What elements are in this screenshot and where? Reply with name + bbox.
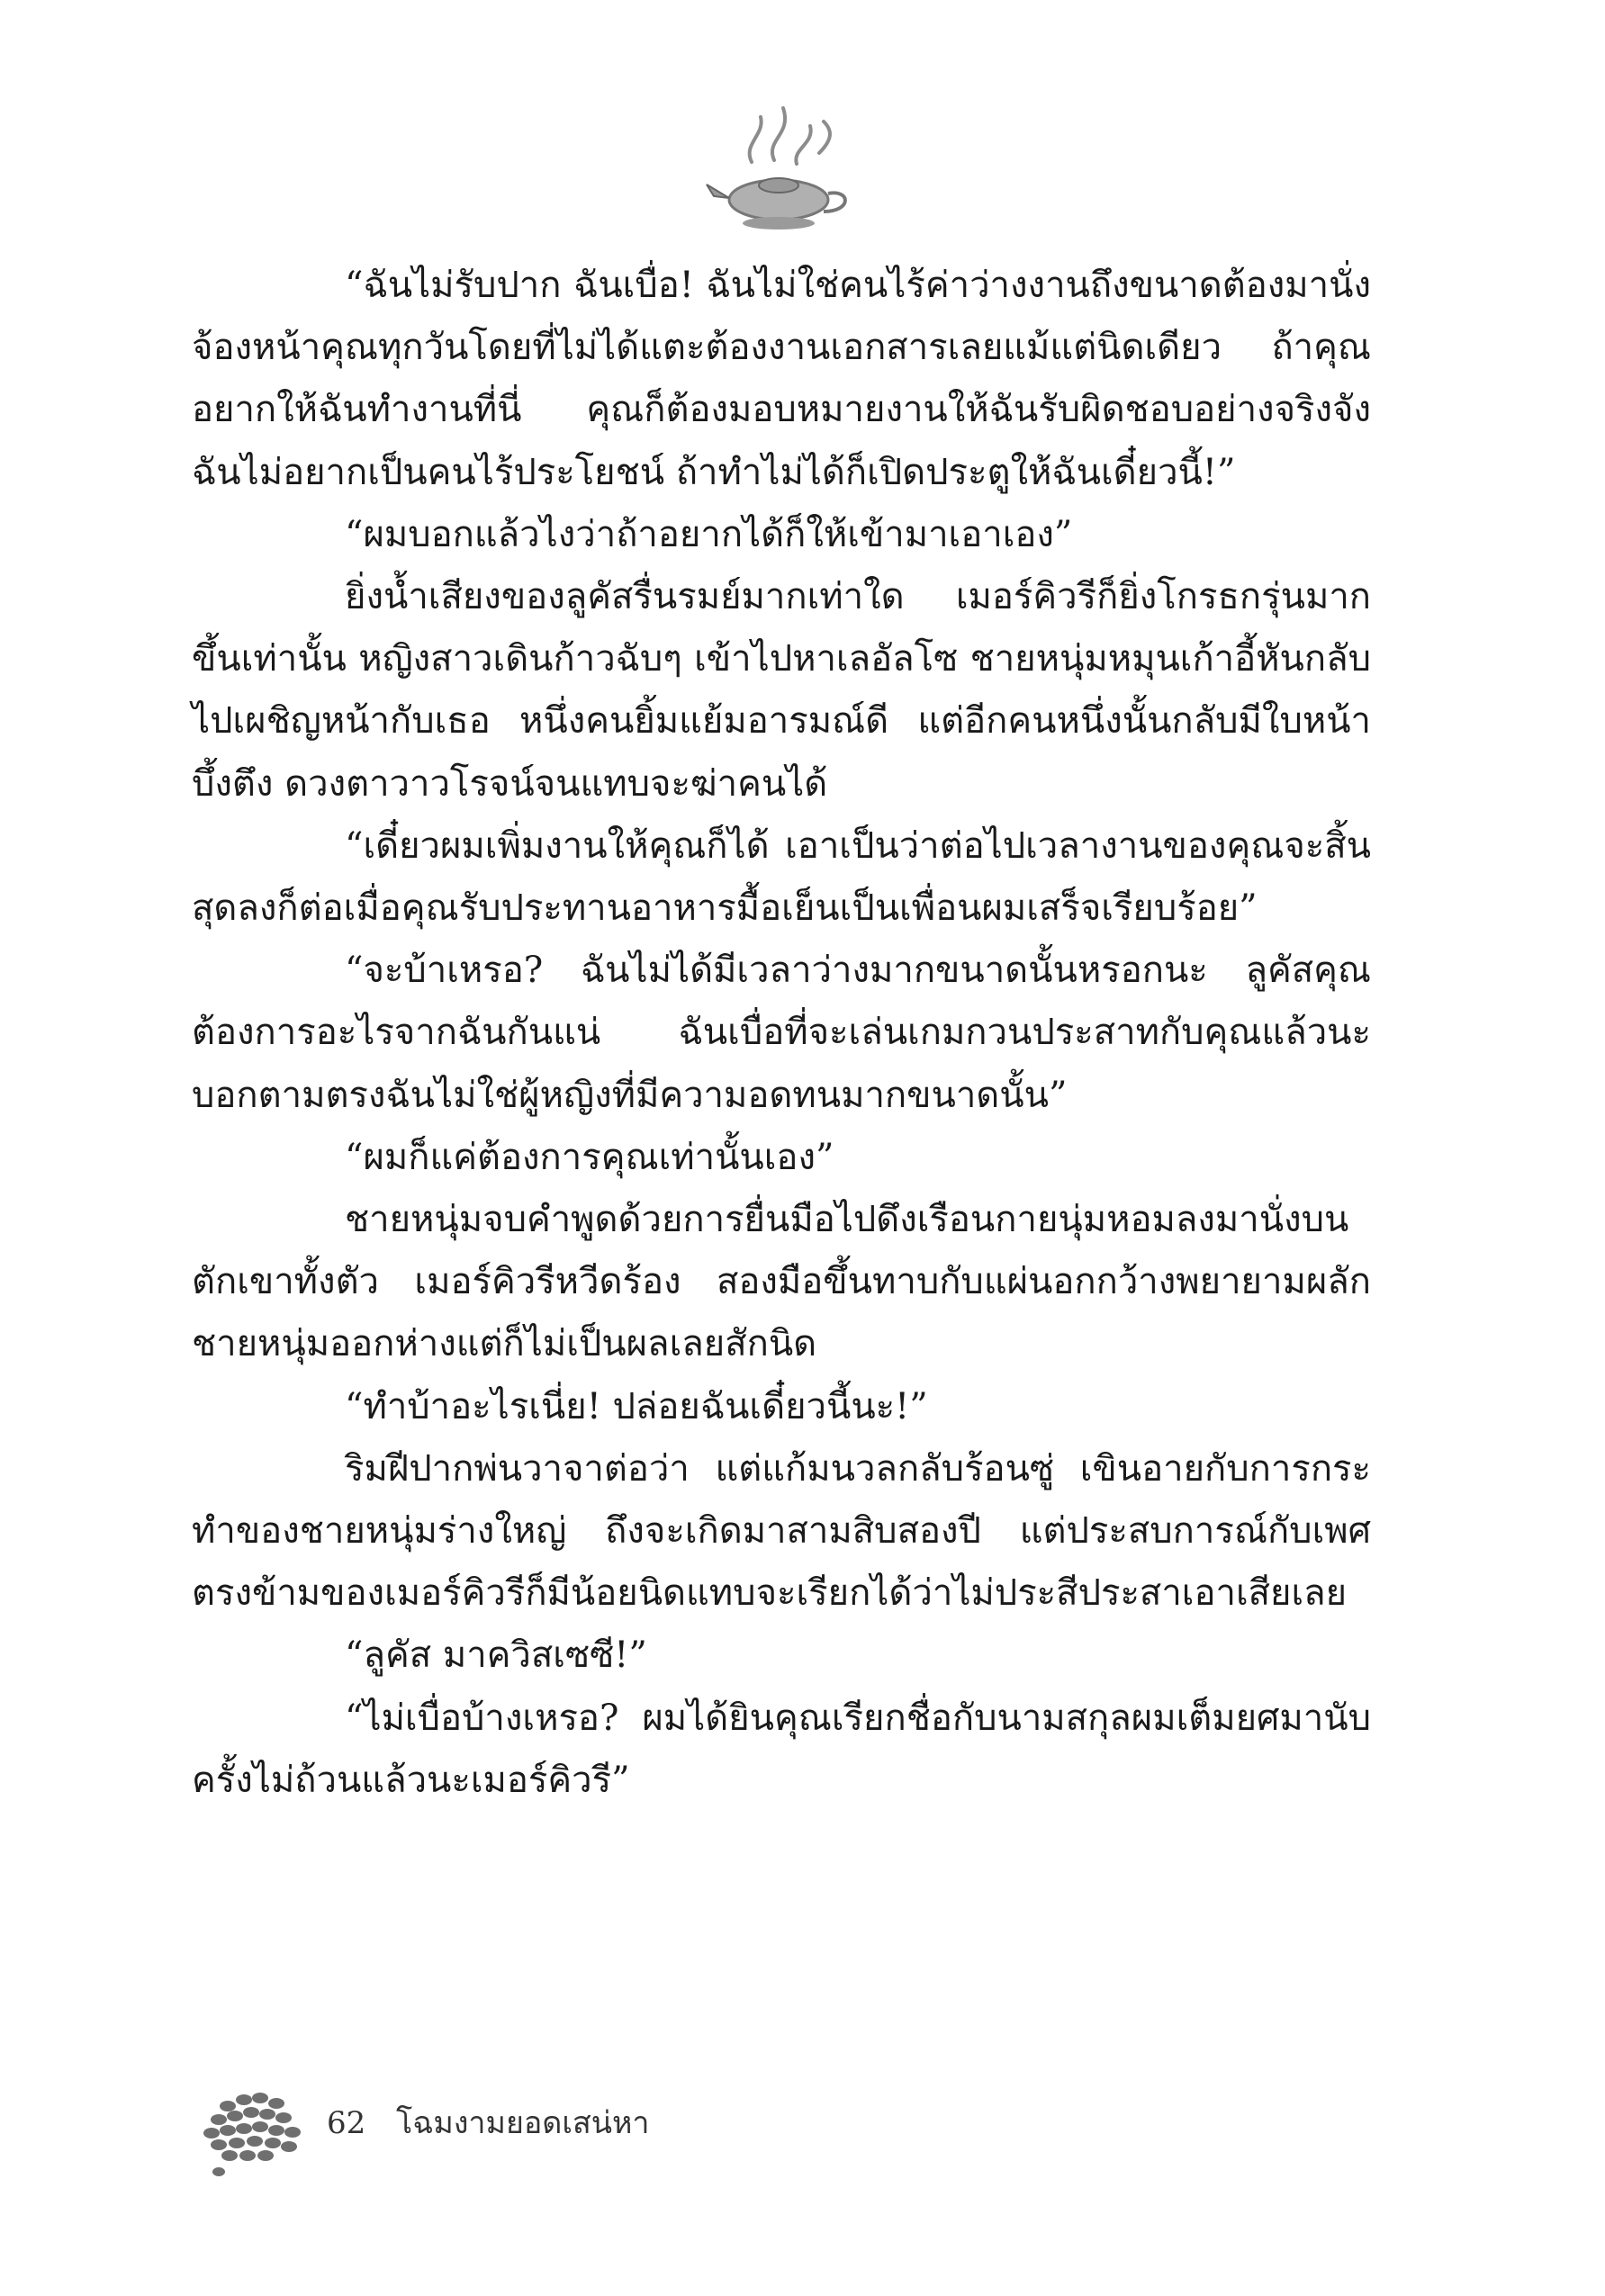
paragraph: “ผมก็แค่ต้องการคุณเท่านั้นเอง”: [345, 1136, 834, 1178]
paragraph: “ฉันไม่รับปาก ฉันเบื่อ! ฉันไม่ใช่คนไร้ค่าว่างงานถึงขนาดต้องมานั่งจ้องหน้าคุณทุกวันโดยที่ไม่ได้แตะต้องงานเอกสารเลยแม้แต่นิดเดียว ถ้าคุณอยากให้ฉันทำงานที่นี่ คุณก็ต้องมอบหมายงานให้ฉันรับผิดชอบอย่างจริงจัง ฉันไม่อยากเป็นคนไร้ประโยชน์ ถ้าทำไม่ได้ก็เปิดประตูให้ฉันเดี๋ยวนี้!”: [192, 265, 1371, 493]
page-number: 62: [327, 2105, 366, 2141]
paragraph: “ผมบอกแล้วไงว่าถ้าอยากได้ก็ให้เข้ามาเอาเอง”: [345, 513, 1073, 555]
paragraph: ริมฝีปากพ่นวาจาต่อว่า แต่แก้มนวลกลับร้อนซู่ เขินอายกับการกระทำของชายหนุ่มร่างใหญ่ ถึงจะเกิดมาสามสิบสองปี แต่ประสบการณ์กับเพศตรงข้ามของเมอร์คิวรีก็มีน้อยนิดแทบจะเรียกได้ว่าไม่ประสีประสาเอาเสียเลย: [192, 1447, 1371, 1615]
paragraph: “ลูคัส มาควิสเซซี!”: [345, 1634, 647, 1677]
book-title: โฉมงามยอดเสน่หา: [396, 2105, 650, 2141]
coffee-beans-ornament-icon: [192, 2066, 318, 2183]
page-footer: [192, 2066, 912, 2174]
teapot-ornament-icon: [698, 99, 860, 243]
paragraph: ยิ่งน้ำเสียงของลูคัสรื่นรมย์มากเท่าใด เมอร์คิวรีก็ยิ่งโกรธกรุ่นมากขึ้นเท่านั้น หญิงสาวเดินก้าวฉับๆ เข้าไปหาเลอัลโซ ชายหนุ่มหมุนเก้าอี้หันกลับไปเผชิญหน้ากับเธอ หนึ่งคนยิ้มแย้มอารมณ์ดี แต่อีกคนหนึ่งนั้นกลับมีใบหน้าบึ้งตึง ดวงตาวาวโรจน์จนแทบจะฆ่าคนได้: [192, 576, 1371, 805]
paragraph: ชายหนุ่มจบคำพูดด้วยการยื่นมือไปดึงเรือนกายนุ่มหอมลงมานั่งบนตักเขาทั้งตัว เมอร์คิวรีหวีดร้อง สองมือขึ้นทาบกับแผ่นอกกว้างพยายามผลักชายหนุ่มออกห่างแต่ก็ไม่เป็นผลเลยสักนิด: [192, 1199, 1371, 1365]
paragraph: “จะบ้าเหรอ? ฉันไม่ได้มีเวลาว่างมากขนาดนั้นหรอกนะ ลูคัสคุณต้องการอะไรจากฉันกันแน่ ฉันเบื่อที่จะเล่นเกมกวนประสาทกับคุณแล้วนะ บอกตามตรงฉันไม่ใช่ผู้หญิงที่มีความอดทนมากขนาดนั้น”: [192, 950, 1371, 1116]
paragraph: “ทำบ้าอะไรเนี่ย! ปล่อยฉันเดี๋ยวนี้นะ!”: [345, 1385, 928, 1427]
paragraph: “ไม่เบื่อบ้างเหรอ? ผมได้ยินคุณเรียกชื่อกับนามสกุลผมเต็มยศมานับครั้งไม่ถ้วนแล้วนะเมอร์คิวรี”: [192, 1697, 1371, 1801]
story-text: [192, 255, 1371, 1812]
paragraph: “เดี๋ยวผมเพิ่มงานให้คุณก็ได้ เอาเป็นว่าต่อไปเวลางานของคุณจะสิ้นสุดลงก็ต่อเมื่อคุณรับประทานอาหารมื้อเย็นเป็นเพื่อนผมเสร็จเรียบร้อย”: [192, 824, 1371, 930]
